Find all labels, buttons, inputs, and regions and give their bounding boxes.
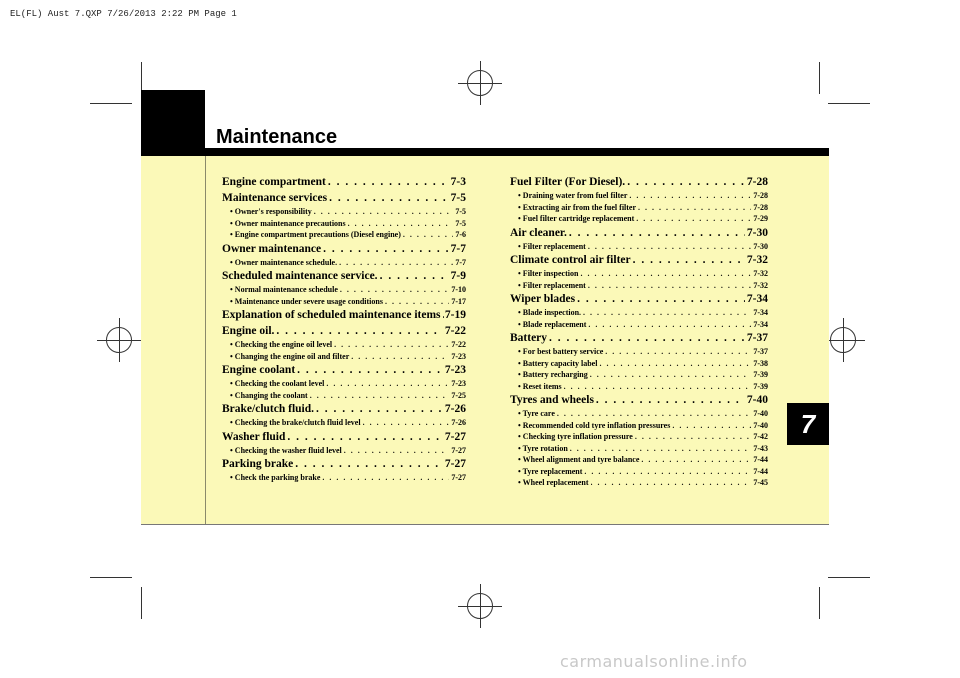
toc-subentry[interactable] (222, 472, 466, 484)
toc-subentry[interactable] (222, 206, 466, 218)
dot-leader (588, 241, 752, 253)
toc-page-number: 7-28 (746, 176, 768, 188)
toc-entry-title: • Reset items (518, 381, 562, 391)
toc-subentry[interactable] (510, 319, 768, 331)
toc-entry[interactable] (222, 241, 466, 257)
toc-column-left (222, 174, 466, 484)
toc-entry[interactable] (510, 225, 768, 241)
toc-entry-title: Engine coolant (222, 364, 296, 376)
toc-entry[interactable] (222, 323, 466, 339)
toc-page-number: 7-5 (455, 218, 466, 228)
toc-page-number: 7-34 (753, 319, 768, 329)
dot-leader (557, 408, 751, 420)
toc-page-number: 7-27 (444, 430, 466, 443)
toc-subentry[interactable] (510, 408, 768, 420)
dot-leader (380, 268, 449, 284)
dot-leader (322, 472, 449, 484)
toc-entry-title: • Filter inspection (518, 269, 579, 278)
crop-mark (90, 577, 132, 578)
dot-leader (577, 291, 745, 307)
toc-entry[interactable] (510, 252, 768, 268)
dot-leader (363, 417, 450, 429)
toc-subentry[interactable] (510, 346, 768, 358)
toc-page-number: 7-37 (753, 347, 768, 356)
dot-leader (344, 445, 450, 457)
toc-entry-title: • Recommended cold tyre inflation pressures (518, 420, 671, 430)
toc-page-number: 7-44 (753, 466, 768, 476)
toc-subentry[interactable] (222, 445, 466, 457)
toc-page-number: 7-28 (753, 191, 768, 200)
registration-mark-icon (830, 327, 856, 353)
toc-page-number: 7-23 (451, 351, 466, 361)
toc-subentry[interactable] (222, 229, 466, 241)
toc-page-number: 7-32 (746, 254, 768, 266)
toc-page-number: 7-25 (451, 390, 466, 400)
dot-leader (328, 174, 449, 190)
toc-entry-title: Battery (510, 332, 548, 344)
toc-entry-title: Wiper blades (510, 293, 576, 305)
dot-leader (339, 257, 453, 269)
toc-page-number: 7-27 (444, 458, 466, 470)
dot-leader (596, 392, 745, 408)
toc-subentry[interactable] (222, 417, 466, 429)
dot-leader (326, 378, 449, 390)
dot-leader (334, 339, 449, 351)
toc-entry-title: • Wheel replacement (518, 478, 589, 487)
crop-mark (828, 103, 870, 104)
toc-page-number: 7-26 (451, 418, 466, 427)
toc-entry-title: • Filter replacement (518, 280, 586, 290)
toc-page-number: 7-22 (451, 340, 466, 349)
toc-subentry[interactable] (510, 369, 768, 381)
toc-entry[interactable] (222, 429, 466, 445)
toc-entry-title: • Owner maintenance precautions (230, 218, 346, 228)
dot-leader (599, 358, 751, 370)
toc-entry-title: • Changing the engine oil and filter (230, 351, 350, 361)
dot-leader (403, 229, 453, 241)
toc-subentry[interactable] (510, 466, 768, 478)
toc-entry-title: Air cleaner. (510, 226, 567, 239)
dot-leader (588, 319, 751, 331)
dot-leader (276, 323, 443, 339)
toc-subentry[interactable] (222, 218, 466, 230)
dot-leader (329, 190, 449, 206)
dot-leader (297, 362, 443, 378)
toc-page-number: 7-5 (450, 192, 466, 204)
toc-page-number: 7-37 (746, 332, 768, 344)
toc-entry[interactable] (222, 401, 466, 417)
crop-mark (828, 577, 870, 578)
toc-page-number: 7-17 (451, 296, 466, 306)
toc-entry-title: • Engine compartment precautions (Diesel engine) (230, 230, 401, 239)
toc-page-number: 7-42 (753, 432, 768, 441)
title-rule (205, 148, 829, 156)
toc-entry-title: Engine compartment (222, 176, 326, 188)
toc-page-number: 7-40 (753, 420, 768, 430)
toc-entry-title: • Checking the engine oil level (230, 340, 333, 349)
dot-leader (569, 225, 745, 241)
dot-leader (629, 190, 751, 202)
dot-leader (295, 456, 443, 472)
corner-tab (141, 90, 205, 156)
toc-page-number: 7-5 (455, 207, 466, 216)
dot-leader (672, 420, 751, 432)
dot-leader (627, 174, 745, 190)
toc-page-number: 7-30 (753, 241, 768, 251)
toc-entry-title: • Checking the brake/clutch fluid level (230, 418, 361, 427)
page-title: Maintenance (216, 126, 338, 148)
toc-page-number: 7-9 (450, 270, 466, 282)
toc-entry-title: • For best battery service (518, 347, 604, 356)
toc-entry-title: Explanation of scheduled maintenance items (222, 309, 441, 321)
toc-entry-title: • Owner maintenance schedule. (230, 257, 338, 267)
toc-entry-title: Engine oil. (222, 325, 275, 337)
bottom-rule (141, 524, 829, 525)
toc-entry-title: Brake/clutch fluid. (222, 403, 315, 415)
toc-entry-title: • Blade inspection. (518, 308, 582, 317)
toc-subentry[interactable] (510, 443, 768, 455)
toc-entry-title: Climate control air filter (510, 254, 631, 266)
toc-page-number: 7-39 (753, 381, 768, 391)
registration-mark-icon (467, 593, 493, 619)
toc-entry-title: • Normal maintenance schedule (230, 285, 338, 294)
toc-entry-title: Washer fluid (222, 430, 286, 443)
dot-leader (564, 381, 752, 393)
dot-leader (348, 218, 454, 230)
toc-entry-title: • Extracting air from the fuel filter (518, 202, 637, 212)
toc-page-number: 7-22 (444, 325, 466, 337)
dot-leader (584, 466, 751, 478)
dot-leader (591, 477, 752, 489)
toc-entry-title: • Check the parking brake (230, 473, 321, 482)
toc-page-number: 7-27 (451, 473, 466, 482)
chapter-tab: 7 (787, 403, 829, 445)
toc-subentry[interactable] (510, 431, 768, 443)
toc-entry-title: • Changing the coolant (230, 390, 308, 400)
crop-mark (819, 587, 820, 619)
toc-page-number: 7-23 (444, 364, 466, 376)
toc-page-number: 7-40 (753, 409, 768, 418)
toc-entry[interactable] (510, 291, 768, 307)
toc-page-number: 7-32 (753, 269, 768, 278)
dot-leader (310, 390, 450, 402)
dot-leader (287, 429, 443, 445)
toc-subentry[interactable] (510, 454, 768, 466)
toc-subentry[interactable] (510, 420, 768, 432)
toc-entry[interactable] (222, 174, 466, 190)
toc-subentry[interactable] (510, 280, 768, 292)
toc-subentry[interactable] (510, 381, 768, 393)
dot-leader (323, 241, 449, 257)
toc-entry-title: Maintenance services (222, 192, 328, 204)
toc-page-number: 7-38 (753, 358, 768, 368)
toc-entry-title: • Draining water from fuel filter (518, 191, 628, 200)
toc-page-number: 7-19 (444, 309, 466, 321)
toc-entry-title: • Filter replacement (518, 241, 586, 251)
toc-subentry[interactable] (222, 390, 466, 402)
toc-subentry[interactable] (222, 257, 466, 269)
toc-page-number: 7-23 (451, 379, 466, 388)
crop-mark (141, 587, 142, 619)
toc-page-number: 7-44 (753, 455, 768, 464)
toc-entry[interactable] (222, 190, 466, 206)
toc-entry-title: • Tyre care (518, 409, 555, 418)
toc-page-number: 7-30 (746, 226, 768, 239)
toc-subentry[interactable] (222, 351, 466, 363)
print-slug: EL(FL) Aust 7.QXP 7/26/2013 2:22 PM Page 1 (10, 9, 237, 19)
toc-page-number: 7-28 (753, 202, 768, 212)
toc-page-number: 7-10 (451, 285, 466, 294)
toc-page-number: 7-43 (753, 443, 768, 453)
toc-subentry[interactable] (222, 296, 466, 308)
toc-page-number: 7-29 (753, 214, 768, 223)
dot-leader (590, 369, 752, 381)
toc-subentry[interactable] (222, 284, 466, 296)
toc-entry-title: • Maintenance under severe usage conditions (230, 296, 383, 306)
registration-mark-icon (467, 70, 493, 96)
toc-entry-title: • Tyre replacement (518, 466, 583, 476)
dot-leader (580, 268, 751, 280)
toc-page-number: 7-34 (753, 308, 768, 317)
dot-leader (351, 351, 449, 363)
toc-entry-title: Scheduled maintenance service. (222, 270, 378, 282)
toc-column-right (510, 174, 768, 489)
dot-leader (340, 284, 449, 296)
toc-entry-title: • Tyre rotation (518, 443, 568, 453)
toc-subentry[interactable] (510, 268, 768, 280)
toc-page-number: 7-7 (455, 257, 466, 267)
margin-rule (205, 156, 206, 524)
dot-leader (605, 346, 751, 358)
dot-leader (635, 431, 752, 443)
toc-subentry[interactable] (510, 213, 768, 225)
toc-entry-title: • Fuel filter cartridge replacement (518, 214, 635, 223)
watermark: carmanualsonline.info (560, 652, 748, 671)
dot-leader (385, 296, 449, 308)
toc-entry-title: Tyres and wheels (510, 394, 594, 406)
toc-entry[interactable] (222, 362, 466, 378)
dot-leader (588, 280, 752, 292)
dot-leader (583, 307, 751, 319)
dot-leader (633, 252, 745, 268)
toc-entry[interactable] (510, 330, 768, 346)
toc-page-number: 7-39 (753, 370, 768, 379)
toc-subentry[interactable] (510, 241, 768, 253)
toc-page-number: 7-45 (753, 478, 768, 487)
toc-entry-title: • Owner's responsibility (230, 207, 312, 216)
toc-entry-title: • Checking tyre inflation pressure (518, 432, 633, 441)
toc-page-number: 7-26 (444, 403, 466, 415)
toc-entry-title: • Checking the coolant level (230, 379, 325, 388)
dot-leader (314, 206, 454, 218)
toc-subentry[interactable] (510, 307, 768, 319)
toc-subentry[interactable] (510, 477, 768, 489)
toc-subentry[interactable] (510, 190, 768, 202)
toc-page-number: 7-7 (450, 242, 466, 255)
toc-entry[interactable] (510, 392, 768, 408)
crop-mark (819, 62, 820, 94)
toc-entry-title: Parking brake (222, 458, 294, 470)
dot-leader (316, 401, 443, 417)
dot-leader (636, 213, 751, 225)
toc-entry[interactable] (222, 268, 466, 284)
toc-subentry[interactable] (222, 339, 466, 351)
dot-leader (641, 454, 751, 466)
dot-leader (638, 202, 751, 214)
toc-entry-title: • Battery capacity label (518, 358, 598, 368)
toc-subentry[interactable] (222, 378, 466, 390)
toc-subentry[interactable] (510, 202, 768, 214)
toc-entry[interactable] (222, 307, 466, 323)
toc-entry-title: Fuel Filter (For Diesel). (510, 176, 626, 188)
toc-page-number: 7-34 (746, 293, 768, 305)
toc-entry[interactable] (222, 456, 466, 472)
toc-page-number: 7-40 (746, 394, 768, 406)
registration-mark-icon (106, 327, 132, 353)
dot-leader (549, 330, 745, 346)
toc-page-number: 7-27 (451, 445, 466, 455)
toc-page-number: 7-3 (450, 176, 466, 188)
toc-entry-title: • Battery recharging (518, 370, 588, 379)
toc-page-number: 7-6 (455, 230, 466, 239)
crop-mark (90, 103, 132, 104)
toc-entry-title: • Blade replacement (518, 319, 587, 329)
toc-entry-title: • Checking the washer fluid level (230, 445, 342, 455)
toc-entry[interactable] (510, 174, 768, 190)
dot-leader (570, 443, 752, 455)
toc-entry-title: • Wheel alignment and tyre balance (518, 455, 640, 464)
toc-entry-title: Owner maintenance (222, 242, 322, 255)
toc-page-number: 7-32 (753, 280, 768, 290)
toc-subentry[interactable] (510, 358, 768, 370)
